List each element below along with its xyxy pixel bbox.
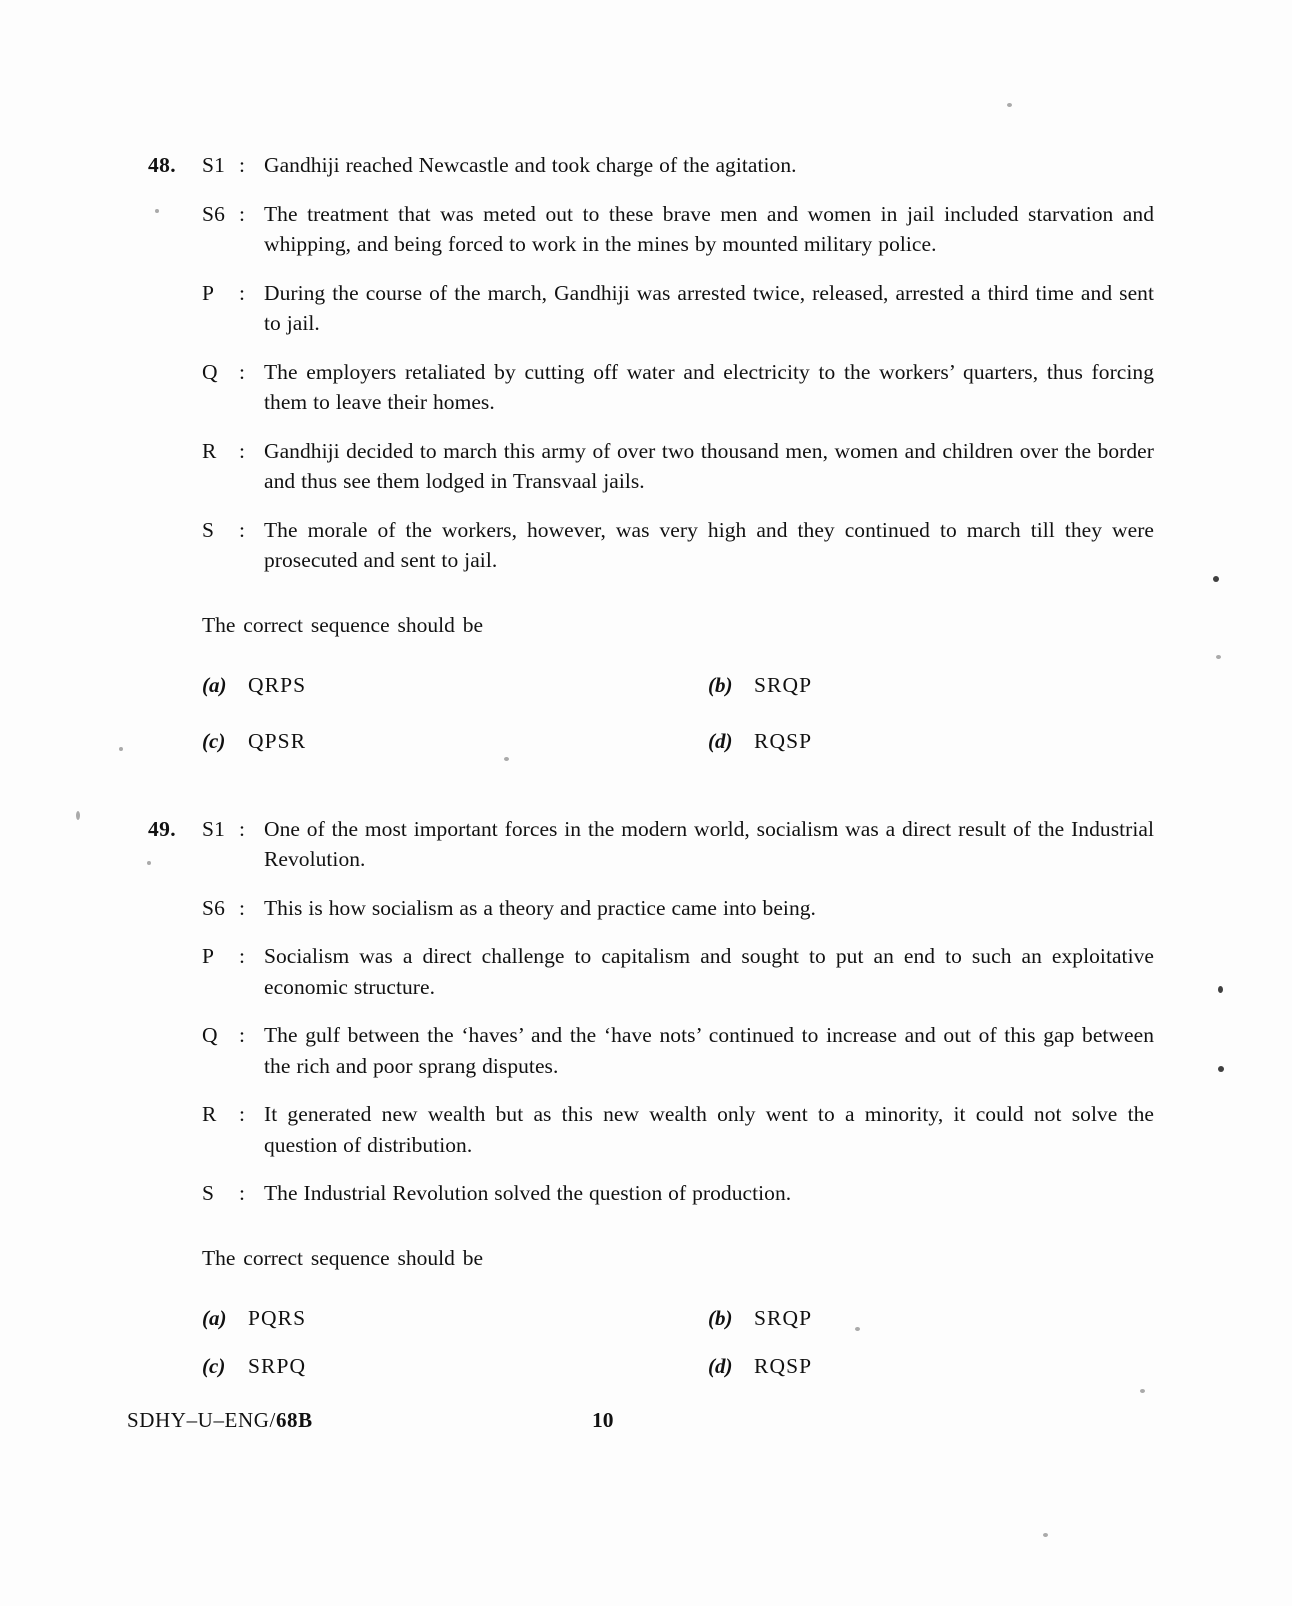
option-value: PQRS [248, 1305, 307, 1330]
statement-row [148, 814, 1154, 875]
statement-row [148, 1178, 1154, 1209]
answer-options [202, 670, 1154, 756]
statement-colon: : [239, 1023, 245, 1047]
scan-speck [1007, 103, 1012, 107]
option-value: SRQP [754, 1305, 813, 1330]
statement-label: R [202, 1102, 217, 1126]
statement-text: Gandhiji reached Newcastle and took charge of the agitation. [264, 153, 797, 177]
statement-label: S6 [202, 895, 226, 920]
statement-row [148, 515, 1154, 576]
scan-speck [1043, 1533, 1048, 1537]
statement-label: R [202, 438, 217, 463]
option-key: (d) [708, 1353, 733, 1378]
option-c[interactable] [202, 726, 708, 756]
paper-code-suffix: 68B [275, 1408, 313, 1432]
statement-label: Q [202, 1023, 218, 1047]
statement-row [148, 1099, 1154, 1160]
statement-row [148, 278, 1154, 339]
option-row [202, 1303, 1154, 1333]
question-number: 48. [148, 153, 177, 177]
statement-colon: : [239, 895, 245, 920]
statement-label: S1 [202, 153, 226, 177]
statement-text: Gandhiji decided to march this army of over two thousand men, women and children over the border and thus see them lodged in Transvaal jails. [264, 438, 1154, 493]
sequence-prompt-row [148, 610, 1154, 640]
option-key: (c) [202, 1353, 226, 1378]
statement-colon: : [239, 816, 245, 841]
scan-speck [1213, 576, 1219, 582]
option-value: RQSP [754, 728, 813, 753]
statement-row [148, 436, 1154, 497]
statement-text: Socialism was a direct challenge to capitalism and sought to put an end to such an exploitative economic structure. [264, 944, 1154, 999]
statement-row [148, 199, 1154, 260]
sequence-prompt: The correct sequence should be [202, 612, 484, 637]
scan-speck [1216, 655, 1221, 659]
option-b[interactable] [708, 1303, 1148, 1333]
statement-colon: : [239, 438, 245, 463]
statement-text: The treatment that was meted out to these brave men and women in jail included starvation and whipping, and being forced to work in the mines by mounted military police. [264, 201, 1154, 256]
scan-speck [1218, 986, 1223, 993]
paper-code [127, 1408, 313, 1433]
scan-speck [1140, 1389, 1145, 1393]
statement-text: During the course of the march, Gandhiji was arrested twice, released, arrested a third time and sent to jail. [264, 280, 1154, 335]
statement-text: The morale of the workers, however, was very high and they continued to march till they were prosecuted and sent to jail. [264, 517, 1154, 572]
option-key: (d) [708, 728, 733, 753]
statement-colon: : [239, 517, 245, 542]
option-value: QPSR [248, 728, 307, 753]
question-48 [148, 150, 1154, 756]
question-gap [148, 756, 1154, 814]
statement-colon: : [239, 153, 245, 177]
question-list [148, 150, 1154, 1381]
statement-colon: : [239, 359, 245, 384]
option-row [202, 670, 1154, 700]
statement-label: S [202, 1181, 215, 1205]
paper-code-prefix: SDHY–U–ENG/ [127, 1408, 276, 1432]
statement-colon: : [239, 944, 245, 968]
option-value: SRQP [754, 672, 813, 697]
option-key: (b) [708, 1305, 733, 1330]
statement-row [148, 1020, 1154, 1081]
option-key: (c) [202, 728, 226, 753]
statement-label: Q [202, 359, 218, 384]
option-value: QRPS [248, 672, 307, 697]
page-number: 10 [592, 1408, 614, 1432]
option-a[interactable] [202, 670, 708, 700]
statement-text: This is how socialism as a theory and practice came into being. [264, 895, 816, 920]
option-d[interactable] [708, 726, 1148, 756]
sequence-prompt-row [148, 1243, 1154, 1273]
statement-row [148, 150, 1154, 181]
option-d[interactable] [708, 1351, 1148, 1381]
statement-row [148, 941, 1154, 1002]
option-key: (a) [202, 1305, 227, 1330]
option-row [202, 1351, 1154, 1381]
sequence-prompt: The correct sequence should be [202, 1245, 484, 1270]
option-b[interactable] [708, 670, 1148, 700]
option-c[interactable] [202, 1351, 708, 1381]
statement-text: The employers retaliated by cutting off water and electricity to the workers’ quarters, thus forcing them to leave their homes. [264, 359, 1154, 414]
answer-options [202, 1303, 1154, 1381]
statement-row [148, 357, 1154, 418]
scan-speck [1218, 1066, 1224, 1072]
question-number: 49. [148, 816, 177, 841]
statement-colon: : [239, 1102, 245, 1126]
scan-speck [119, 747, 123, 751]
statement-label: P [202, 280, 215, 305]
scan-speck [76, 811, 80, 820]
page-footer [127, 1408, 1192, 1448]
statement-text: The gulf between the ‘haves’ and the ‘have nots’ continued to increase and out of this gap between the rich and poor sprang disputes. [264, 1023, 1154, 1078]
option-key: (a) [202, 672, 227, 697]
option-key: (b) [708, 672, 733, 697]
statement-row [148, 893, 1154, 924]
statement-colon: : [239, 280, 245, 305]
statement-label: S6 [202, 201, 226, 226]
option-value: RQSP [754, 1353, 813, 1378]
statement-text: The Industrial Revolution solved the question of production. [264, 1181, 792, 1205]
statement-text: It generated new wealth but as this new wealth only went to a minority, it could not solve the question of distribution. [264, 1102, 1154, 1157]
statement-colon: : [239, 1181, 245, 1205]
statement-label: P [202, 944, 215, 968]
question-49 [148, 814, 1154, 1381]
option-value: SRPQ [248, 1353, 307, 1378]
statement-label: S1 [202, 816, 226, 841]
option-a[interactable] [202, 1303, 708, 1333]
option-row [202, 726, 1154, 756]
statement-text: One of the most important forces in the modern world, socialism was a direct result of the Industrial Revolution. [264, 816, 1154, 871]
statement-colon: : [239, 201, 245, 226]
statement-label: S [202, 517, 215, 542]
